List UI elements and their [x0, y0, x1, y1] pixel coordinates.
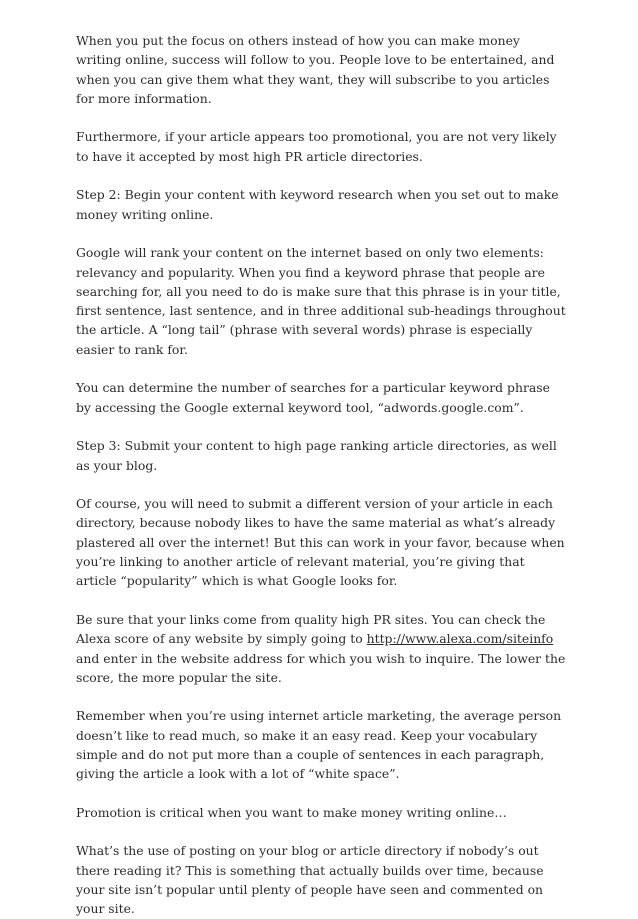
- alexa-text-after: and enter in the website address for which you wish to inquire. The lower the score, the more popular the site.: [76, 650, 566, 685]
- paragraph-too-promotional: Furthermore, if your article appears too promotional, you are not very likely to have it accepted by most high PR article directories.: [76, 129, 557, 164]
- paragraph-different-version: Of course, you will need to submit a different version of your article in each directory, because nobody likes to have the same material as what’s already plastered all over the internet! But this can work in your favor, because when you’re linking to another article of relevant material, you’re giving that article “popularity” which is what Google looks for.: [76, 496, 565, 589]
- paragraph-promotion-critical: Promotion is critical when you want to make money writing online…: [76, 804, 507, 820]
- paragraph-step-2: Step 2: Begin your content with keyword research when you set out to make money writing online.: [76, 187, 559, 222]
- paragraph-posting-use: What’s the use of posting on your blog or article directory if nobody’s out there reading it? This is something that actually builds over time, because your site isn’t popular until plenty of people have seen and commented on your site.: [76, 843, 544, 917]
- document-page: [76, 31, 568, 919]
- alexa-siteinfo-link[interactable]: http://www.alexa.com/siteinfo: [366, 631, 554, 647]
- alexa-text-before: Be sure that your links come from quality high PR sites. You can check the Alexa score of any website by simply going to: [76, 611, 546, 647]
- paragraph-easy-read: Remember when you’re using internet article marketing, the average person doesn’t like to read much, so make it an easy read. Keep your vocabulary simple and do not put more than a couple of sentences in each paragraph, giving the article a look with a lot of “white space”.: [76, 708, 562, 782]
- paragraph-google-rank: Google will rank your content on the internet based on only two elements: relevancy and popularity. When you find a keyword phrase that people are searching for, all you need to do is make sure that this phrase is in your title, first sentence, last sentence, and in three additional sub-headings throughout the article. A “long tail” (phrase with several words) phrase is especially easier to rank for.: [76, 245, 566, 357]
- paragraph-focus-on-others: When you put the focus on others instead of how you can make money writing online, success will follow to you. People love to be entertained, and when you can give them what they want, they will subscribe to you articles for more information.: [76, 33, 555, 106]
- paragraph-keyword-tool: You can determine the number of searches for a particular keyword phrase by accessing the Google external keyword tool, “adwords.google.com”.: [76, 380, 550, 415]
- paragraph-step-3: Step 3: Submit your content to high page ranking article directories, as well as your blog.: [76, 438, 557, 473]
- paragraph-alexa: [76, 610, 568, 687]
